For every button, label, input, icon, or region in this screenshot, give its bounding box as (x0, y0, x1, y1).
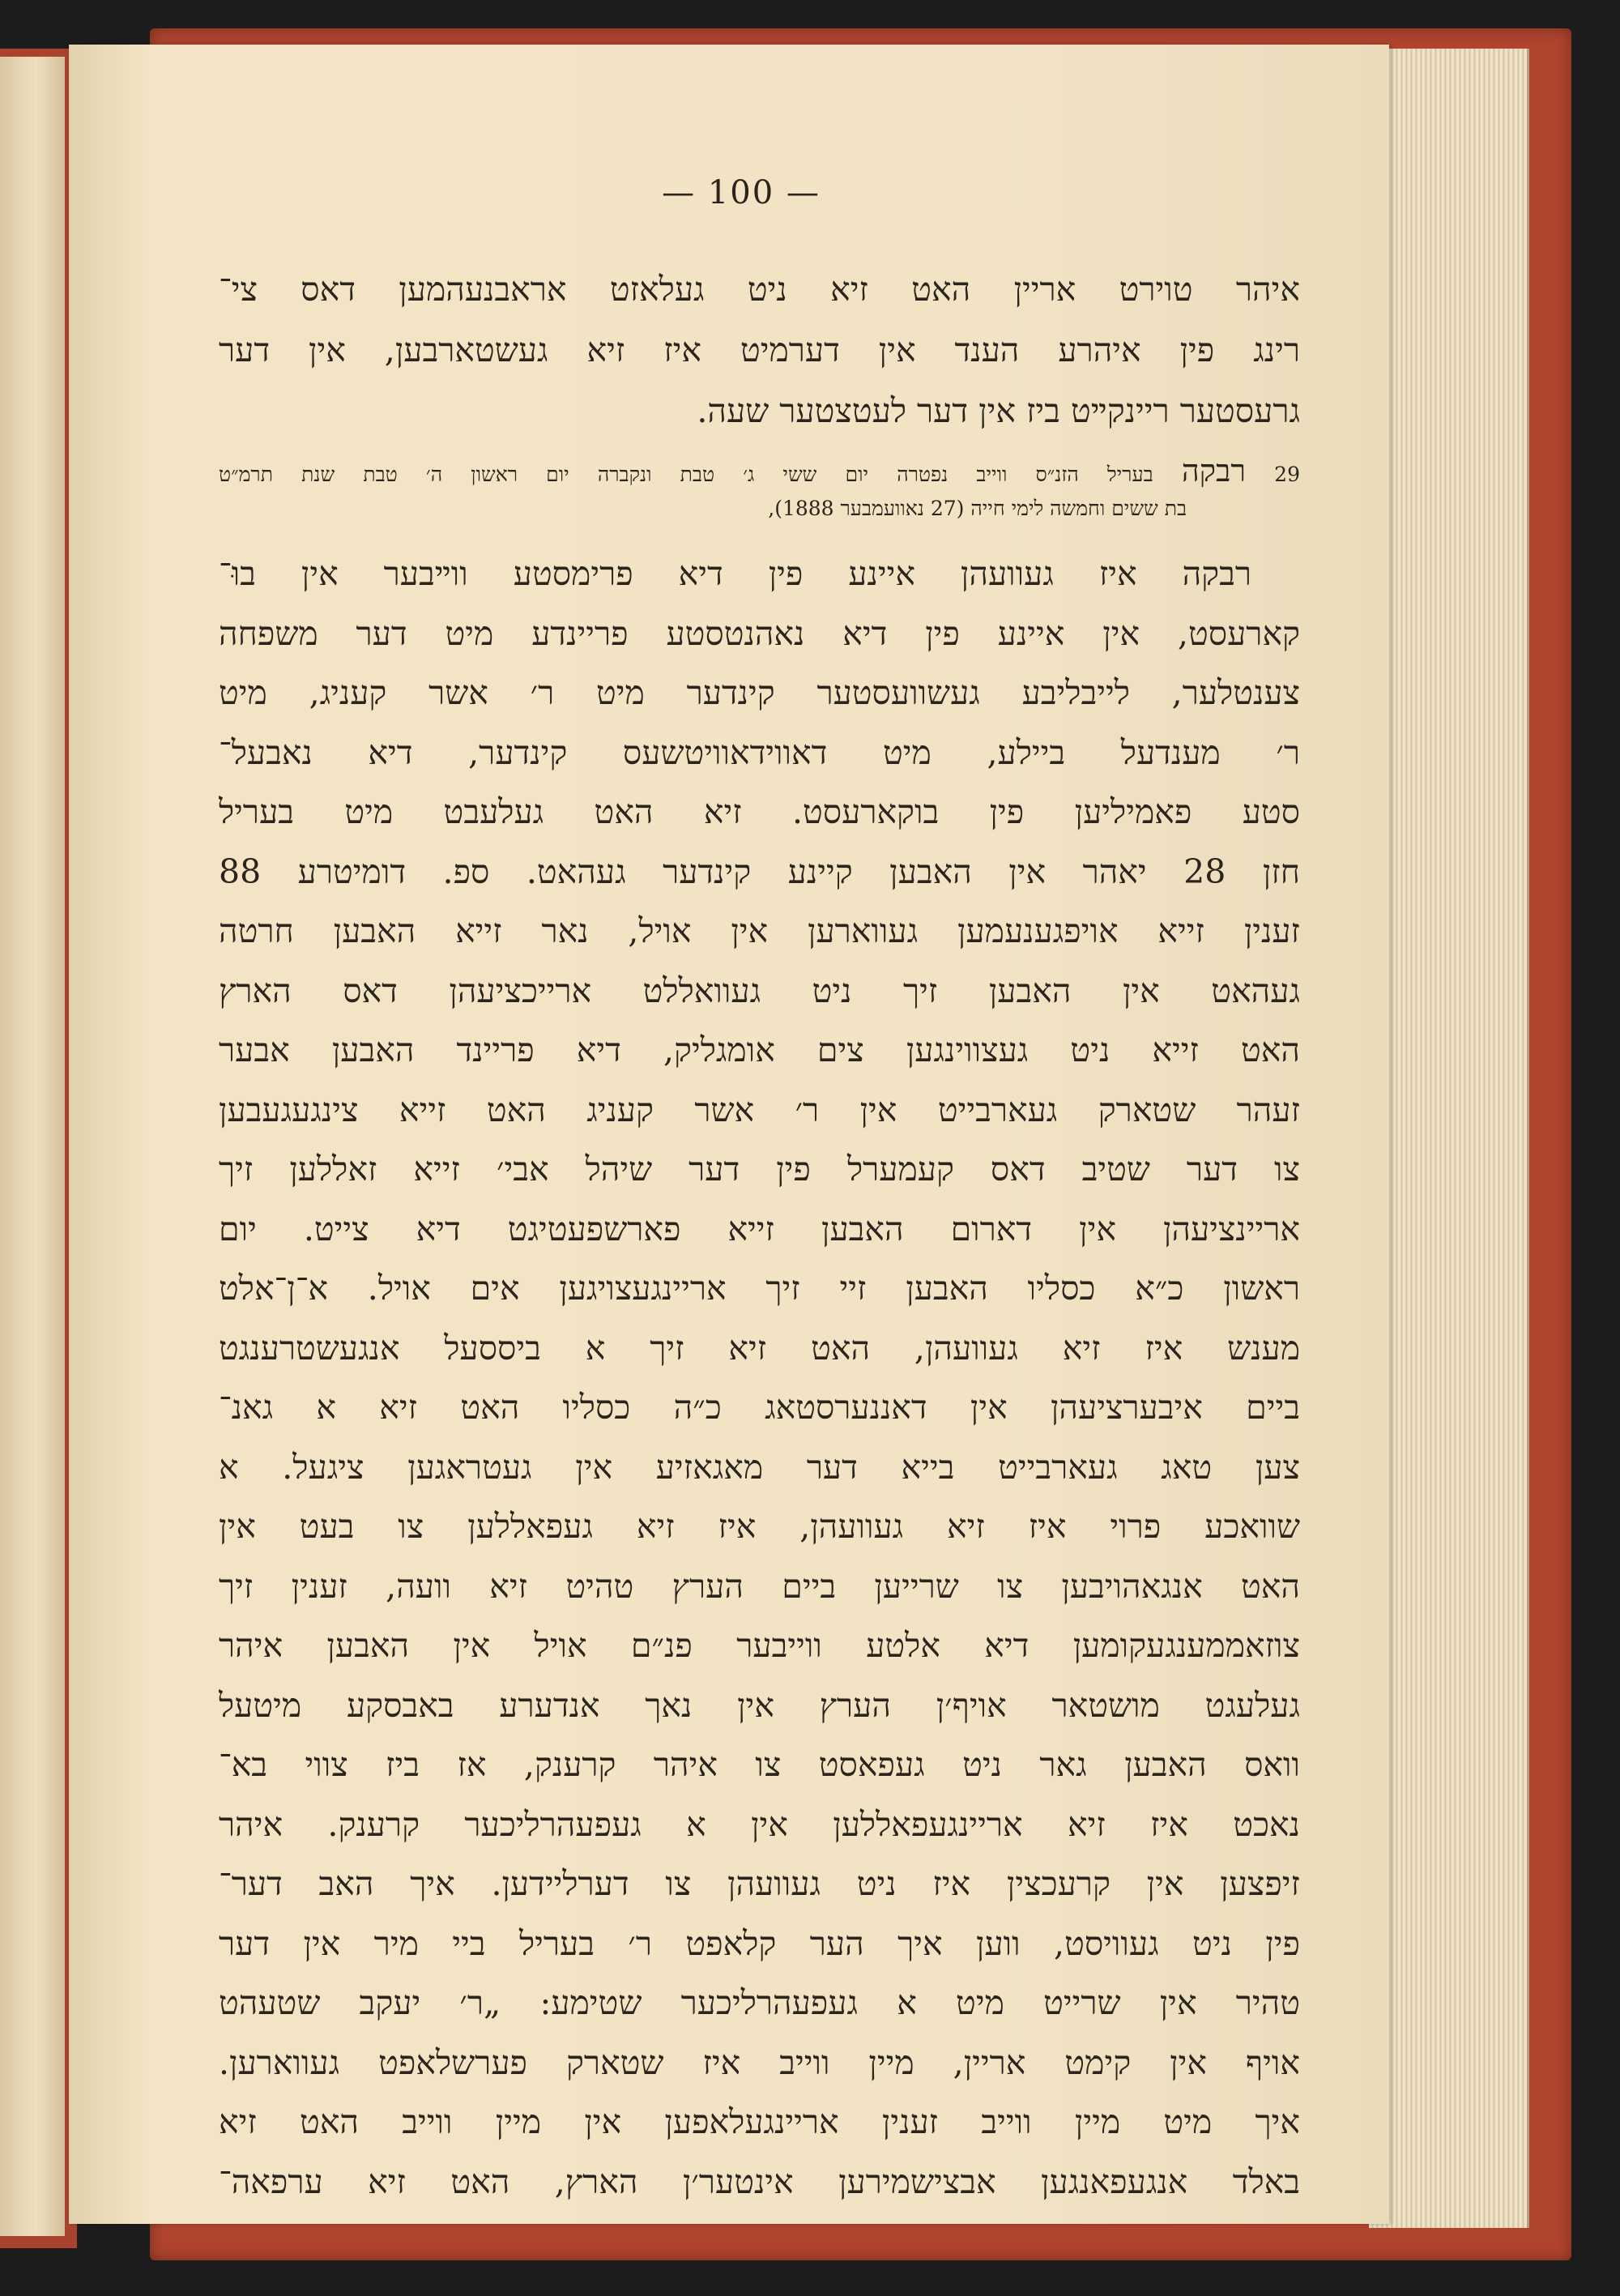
footnote-line-2: בת ששים וחמשה לימי חייה (27 נאוועמבער 1888), (768, 497, 1187, 520)
text-line: צוזאממענגעקומען דיא אלטע ווייבער פנ״ם אויל אין האבען איהר (219, 1626, 1300, 1665)
text-line: ר׳ מענדעל ביילע, מיט דאווידאוויטשעס קינדער, דיא נאבעל־ (219, 732, 1300, 772)
text-line: האט אנגאהויבען צו שרייען ביים הערץ טהיט זיא וועה, זענין זיך (219, 1566, 1300, 1606)
text-line: געלעגט מושטאר אויף׳ן הערץ אין נאך אנדערע באבסקע מיטעל (219, 1685, 1300, 1725)
text-line: וואס האבען גאר ניט געפאסט צו איהר קרענק, אז ביז צווי בא־ (219, 1745, 1300, 1784)
text-line: מענש איז זיא געוועהן, האט זיא זיך א ביססעל אנגעשטרענגט (219, 1328, 1300, 1368)
page-number: — 100 — (662, 174, 821, 211)
text-line: טהיר אין שרייט מיט א געפעהרליכער שטימע: „ר׳ יעקב שטעהט (219, 1983, 1300, 2022)
footnote-name: רבקה (1181, 454, 1246, 489)
text-line: פין ניט געוויסט, ווען איך הער קלאפט ר׳ בעריל ביי מיר אין דער (219, 1923, 1300, 1963)
text-line: גרעסטער ריינקײט ביז אין דער לעטצטער שעה. (697, 391, 1300, 430)
text-line: ביים איבערציעהן אין דאננערסטאג כ״ה כסליו האט זיא א גאנ־ (219, 1388, 1300, 1427)
left-page-edge (0, 57, 65, 2236)
text-line: קארעסט, אין איינע פין דיא נאהנטסטע פריינדע מיט דער משפחה (219, 613, 1300, 653)
text-line: איהר טוירט אריין האט זיא ניט געלאזט אראבנעהמען דאס צי־ (219, 270, 1300, 309)
text-line: זיפצען אין קרעכצין איז ניט געוועהן צו דערליידען. איך האב דער־ (219, 1864, 1300, 1903)
text-line: איך מיט מיין ווייב זענין אריינגעלאפען אין מיין ווייב האט זיא (219, 2102, 1300, 2141)
book-page (69, 45, 1389, 2224)
text-line: האט זייא ניט געצווינגען צים אומגליק, דיא פריינד האבען אבער (219, 1031, 1300, 1069)
footnote-number: 29 (1274, 463, 1300, 486)
text-line: צו דער שטיב דאס קעמערל פין דער שיהל אבי׳ זייא זאללען זיך (219, 1150, 1300, 1189)
text-line: געהאט אין האבען זיך ניט געוואללט ארייכציעהן דאס הארץ (219, 971, 1300, 1010)
paragraph-2 (219, 544, 1300, 2212)
text-line: רינג פין איהרע הענד אין דערמיט איז זיא געשטארבען, אין דער (219, 331, 1300, 369)
text-line: ראשון כ״א כסליו האבען זיי זיך אריינגעצויגען אים אויל. א־ן־אלט (219, 1269, 1300, 1308)
text-line: סטע פאמיליען פין בוקארעסט. זיא האט געלעבט מיט בעריל (219, 792, 1300, 831)
text-line: צענטלער, לייבליבע געשוועסטער קינדער מיט ר׳ אשר קעניג, מיט (219, 673, 1300, 712)
footnote-line-1 (219, 454, 1300, 492)
footnote (219, 454, 1300, 526)
text-line: באלד אנגעפאנגען אבצישמירען אינטער׳ן הארץ, האט זיא ערפאה־ (219, 2162, 1300, 2201)
text-line: אריינציעהן אין דארום האבען זייא פארשפעטיגט דיא צייט. יום (219, 1209, 1300, 1248)
text-line: נאכט איז זיא אריינגעפאללען אין א געפעהרליכער קרענק. איהר (219, 1804, 1300, 1844)
text-line: רבקה איז געוועהן איינע פין דיא פרימסטע ווײבער אין בוּ־ (219, 554, 1251, 593)
footnote-text: בעריל הזנ״ס ווייב נפטרה יום ששי ג׳ טבת ונקברה יום ראשון ה׳ טבת שנת תרמ״ט (219, 463, 1153, 486)
text-line: צען טאג געארבייט בייא דער מאגאזיע אין געטראגען ציגעל. א (219, 1447, 1300, 1487)
page-edges (1369, 49, 1529, 2228)
text-line: שוואכע פרוי איז זיא געוועהן, איז זיא געפאללען צו בעט אין (219, 1507, 1300, 1546)
text-line: חזן 28 יאהר אין האבען קיינע קינדער געהאט. ספ. דומיטרע 88 (219, 851, 1300, 891)
text-line: זענין זייא אויפגענעמען געווארען אין אויל, נאר זייא האבען חרטה (219, 911, 1300, 950)
text-line: זעהר שטארק געארבייט אין ר׳ אשר קעניג האט זייא צינגעגעבען (219, 1090, 1300, 1129)
text-line: אויף אין קימט אריין, מיין ווייב איז שטארק פערשלאפט געווארען. (219, 2042, 1300, 2082)
paragraph-1 (219, 259, 1300, 442)
